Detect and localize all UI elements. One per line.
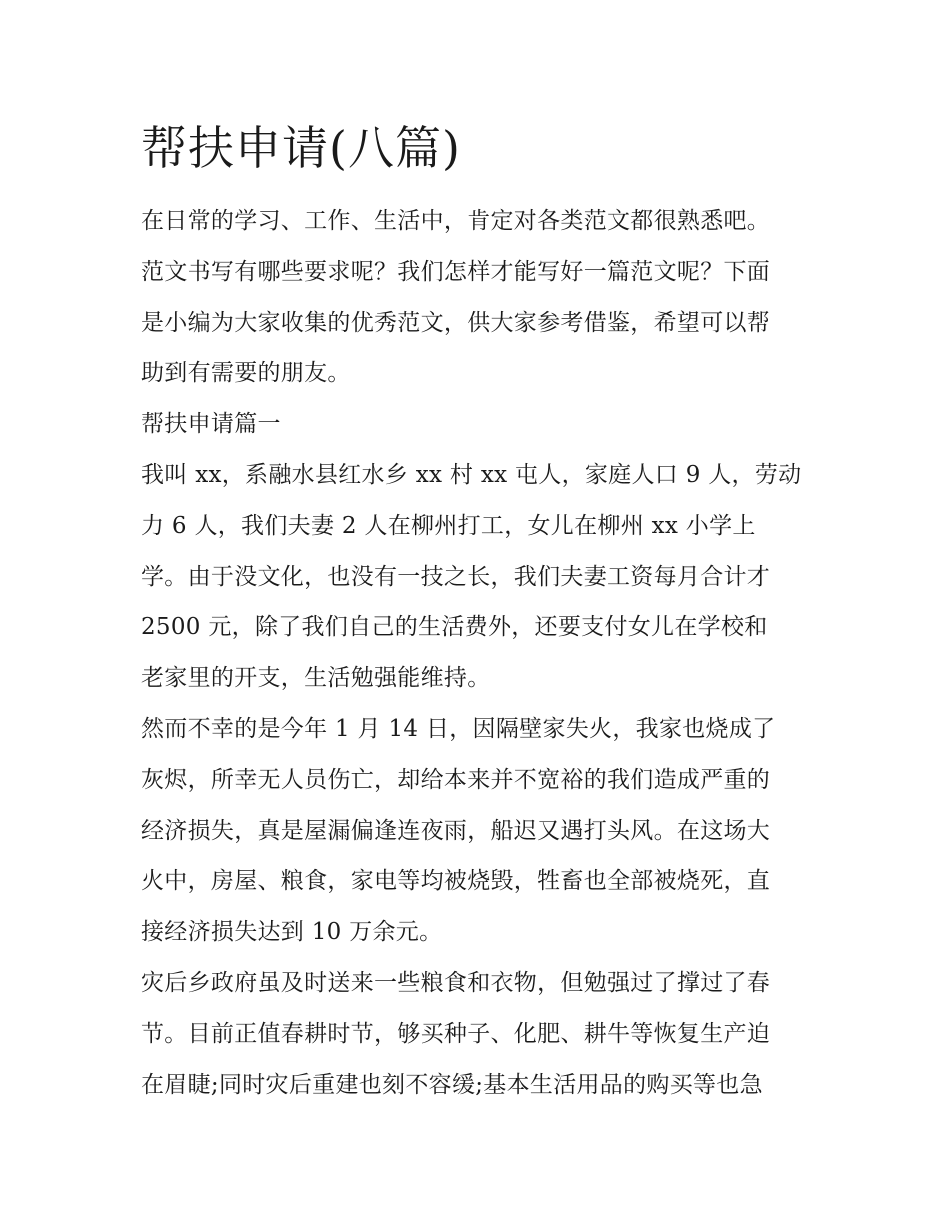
body-line: 学。由于没文化，也没有一技之长，我们夫妻工资每月合计才 — [141, 563, 771, 590]
body-line: 老家里的开支，生活勉强能维持。 — [141, 665, 491, 692]
body-line: 范文书写有哪些要求呢？我们怎样才能写好一篇范文呢？下面 — [141, 258, 771, 285]
section-heading: 帮扶申请篇一 — [141, 411, 281, 438]
body-line: 火中，房屋、粮食，家电等均被烧毁，牲畜也全部被烧死，直 — [141, 868, 771, 895]
document-page — [141, 112, 821, 1110]
body-line: 节。目前正值春耕时节，够买种子、化肥、耕牛等恢复生产迫 — [141, 1020, 771, 1047]
body-line: 我叫 xx，系融水县红水乡 xx 村 xx 屯人，家庭人口 9 人，劳动 — [141, 461, 802, 488]
body-line: 灰烬，所幸无人员伤亡，却给本来并不宽裕的我们造成严重的 — [141, 766, 771, 793]
body-line: 接经济损失达到 10 万余元。 — [141, 919, 443, 946]
document-body — [141, 196, 821, 1110]
body-line: 灾后乡政府虽及时送来一些粮食和衣物，但勉强过了撑过了春 — [141, 969, 771, 996]
body-line: 2500 元，除了我们自己的生活费外，还要支付女儿在学校和 — [141, 614, 768, 641]
body-line: 然而不幸的是今年 1 月 14 日，因隔壁家失火，我家也烧成了 — [141, 715, 776, 742]
document-title: 帮扶申请(八篇) — [141, 121, 461, 175]
body-line: 助到有需要的朋友。 — [141, 360, 351, 387]
body-line: 力 6 人，我们夫妻 2 人在柳州打工，女儿在柳州 xx 小学上 — [141, 512, 756, 539]
body-line: 在日常的学习、工作、生活中，肯定对各类范文都很熟悉吧。 — [141, 208, 771, 234]
body-line: 经济损失，真是屋漏偏逢连夜雨，船迟又遇打头风。在这场大 — [141, 817, 771, 844]
body-line: 在眉睫;同时灾后重建也刻不容缓;基本生活用品的购买等也急 — [141, 1071, 763, 1098]
body-line: 是小编为大家收集的优秀范文，供大家参考借鉴，希望可以帮 — [141, 309, 771, 336]
